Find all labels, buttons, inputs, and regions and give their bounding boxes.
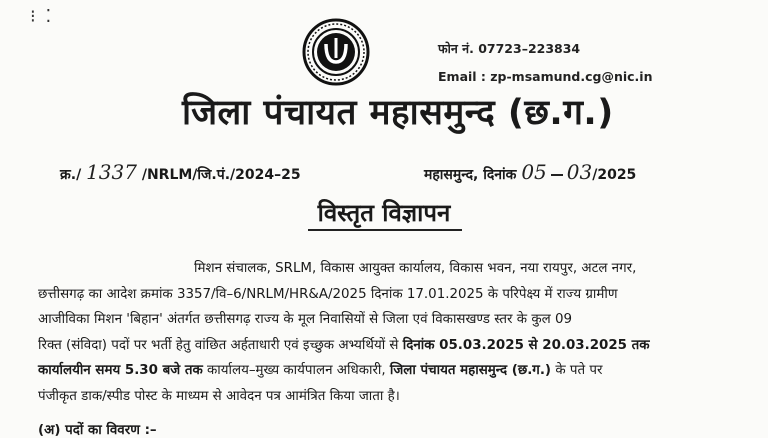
body-line-5 (38, 358, 738, 384)
email-address: Email : zp-msamund.cg@nic.in (438, 69, 653, 84)
handwritten-month: 03 (566, 160, 593, 184)
posts-details-heading: (अ) पदों का विवरण :– (38, 423, 157, 438)
body-line-5-text: कार्यालय–मुख्य कार्यपालन अधिकारी, (202, 363, 390, 379)
title-underline (308, 229, 462, 231)
application-date-range: दिनांक 05.03.2025 से 20.03.2025 तक (402, 337, 650, 353)
place-date-label: महासमुन्द, दिनांक (424, 167, 517, 183)
body-line-3: आजीविका मिशन 'बिहान' अंतर्गत छत्तीसगढ़ राज्य के मूल निवासियों से जिला एवं विकासखण्ड स्तर के कुल 09 (38, 312, 572, 328)
document-title: विस्तृत विज्ञापन (317, 199, 451, 227)
body-line-4-text: रिक्त (संविदा) पदों पर भर्ती हेतु वांछित अर्हताधारी एवं इच्छुक अभ्यर्थियों से (38, 337, 403, 353)
address-office: जिला पंचायत महासमुन्द (छ.ग.) (389, 363, 552, 379)
zila-panchayat-logo-icon (302, 18, 370, 86)
reference-prefix: क्र./ (60, 167, 82, 183)
reference-suffix: /NRLM/जि.पं./2024–25 (141, 167, 301, 183)
place-and-date (424, 160, 636, 184)
body-line-5-end: के पते पर (551, 363, 603, 379)
body-line-1: मिशन संचालक, SRLM, विकास आयुक्त कार्यालय, विकास भवन, नया रायपुर, अटल नगर, (194, 261, 637, 276)
reference-number (60, 160, 301, 184)
scan-punch-marks: ⁝ ⁚ (30, 6, 54, 27)
date-year: /2025 (592, 167, 637, 183)
handwritten-day: 05 (521, 160, 547, 184)
phone-number: फोन नं. 07723–223834 (438, 41, 581, 56)
body-line-6: पंजीकृत डाक/स्पीड पोस्ट के माध्यम से आवेदन पत्र आमंत्रित किया जाता है। (38, 388, 400, 404)
office-name-heading: जिला पंचायत महासमुन्द (छ.ग.) (182, 93, 614, 133)
office-hours: कार्यालयीन समय 5.30 बजे तक (38, 363, 203, 379)
body-line-2: छत्तीसगढ़ का आदेश क्रमांक 3357/वि–6/NRLM/HR&A/2025 दिनांक 17.01.2025 के परिपेक्ष्य में राज्य ग्रामीण (38, 286, 618, 302)
handwritten-reference-number: 1337 (86, 160, 137, 184)
date-separator (551, 174, 563, 176)
body-line-4 (38, 333, 738, 359)
advertisement-body (38, 256, 738, 410)
